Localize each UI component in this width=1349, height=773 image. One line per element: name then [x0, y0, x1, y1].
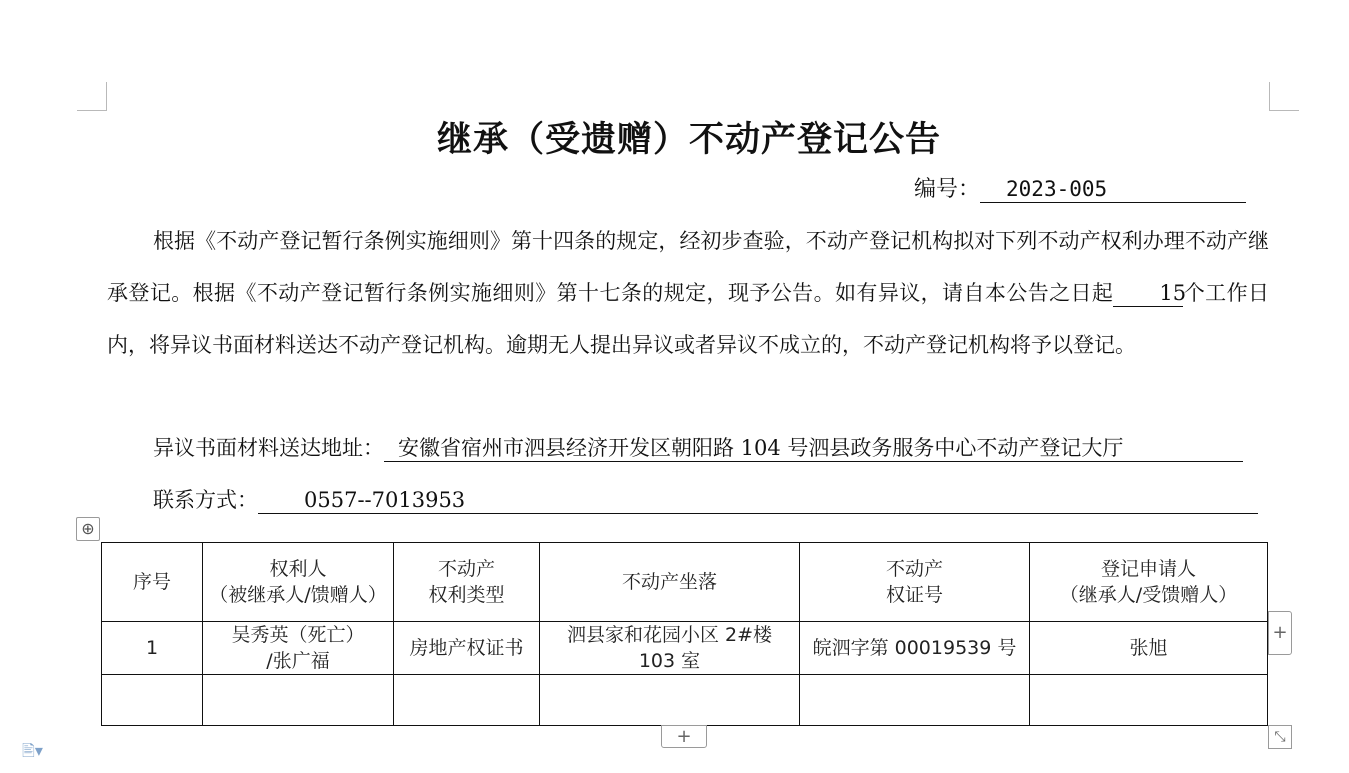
header-cell-applicant[interactable]	[1030, 543, 1268, 622]
cell-empty[interactable]	[102, 675, 203, 726]
address-value[interactable]: 安徽省宿州市泗县经济开发区朝阳路 104 号泗县政务服务中心不动产登记大厅	[384, 435, 1243, 462]
add-column-button[interactable]: +	[1268, 611, 1292, 655]
contact-line	[107, 485, 1269, 515]
table-move-handle-icon[interactable]: ⊕	[76, 517, 100, 541]
add-row-button[interactable]: +	[661, 725, 707, 748]
contact-label: 联系方式：	[153, 488, 258, 512]
header-applicant-text: 登记申请人 （继承人/受馈赠人）	[1059, 558, 1238, 606]
document-title: 继承（受遗赠）不动产登记公告	[436, 120, 941, 160]
header-cell-location[interactable]	[540, 543, 800, 622]
cell-empty[interactable]	[1030, 675, 1268, 726]
cell-location-text: 泗县家和花园小区 2#楼 103 室	[566, 624, 773, 672]
cell-location[interactable]	[540, 622, 800, 675]
header-right-type-text: 不动产 权利类型	[428, 558, 505, 606]
cell-empty[interactable]	[394, 675, 540, 726]
cell-rights-holder-text: 吴秀英（死亡） /张广福	[231, 624, 365, 672]
document-number-label: 编号：	[914, 177, 981, 202]
cell-index[interactable]	[102, 622, 203, 675]
header-certificate-no-text: 不动产 权证号	[885, 558, 943, 606]
table-resize-icon[interactable]: ⤡	[1268, 725, 1292, 749]
notice-text-part2: 个工作日内，将异议书面材料送达不动产登记机构。逾期无人提出异议或者异议不成立的，不动产登记机构将予以登记。	[107, 281, 1270, 357]
cell-applicant[interactable]	[1030, 622, 1268, 675]
cell-right-type-text: 房地产权证书	[409, 637, 524, 659]
cell-empty[interactable]	[203, 675, 394, 726]
cell-index-text: 1	[145, 637, 159, 659]
page-corner-mark-top-right	[1269, 82, 1299, 111]
document-number-value[interactable]: 2023-005	[980, 176, 1246, 203]
cell-certificate-no-text: 皖泗字第 00019539 号	[812, 637, 1017, 659]
contact-value[interactable]: 0557--7013953	[258, 487, 1258, 514]
header-index-text: 序号	[132, 571, 171, 593]
document-status-icon[interactable]: 🖹▾	[22, 741, 43, 760]
cell-right-type[interactable]	[394, 622, 540, 675]
notice-days-value[interactable]: 15	[1113, 280, 1183, 307]
cell-empty[interactable]	[800, 675, 1030, 726]
header-cell-rights-holder[interactable]	[203, 543, 394, 622]
cell-certificate-no[interactable]	[800, 622, 1030, 675]
table-row	[102, 622, 1268, 675]
header-location-text: 不动产坐落	[621, 571, 717, 593]
registration-table	[101, 542, 1268, 726]
address-line	[107, 433, 1269, 463]
notice-text-part1: 根据《不动产登记暂行条例实施细则》第十四条的规定，经初步查验，不动产登记机构拟对下列不动产权利办理不动产继承登记。根据《不动产登记暂行条例实施细则》第十七条的规定，现予公告。如有异议，请自本公告之日起	[107, 229, 1269, 305]
notice-paragraph	[107, 215, 1269, 371]
document-number	[914, 172, 1246, 203]
header-cell-index[interactable]	[102, 543, 203, 622]
header-rights-holder-text: 权利人 （被继承人/馈赠人）	[209, 558, 387, 606]
cell-applicant-text: 张旭	[1129, 637, 1168, 659]
address-label: 异议书面材料送达地址：	[153, 436, 384, 460]
table-row-empty	[102, 675, 1268, 726]
cell-rights-holder[interactable]	[203, 622, 394, 675]
page-corner-mark-top-left	[77, 82, 107, 111]
header-cell-certificate-no[interactable]	[800, 543, 1030, 622]
cell-empty[interactable]	[540, 675, 800, 726]
header-cell-right-type[interactable]	[394, 543, 540, 622]
table-header-row	[102, 543, 1268, 622]
